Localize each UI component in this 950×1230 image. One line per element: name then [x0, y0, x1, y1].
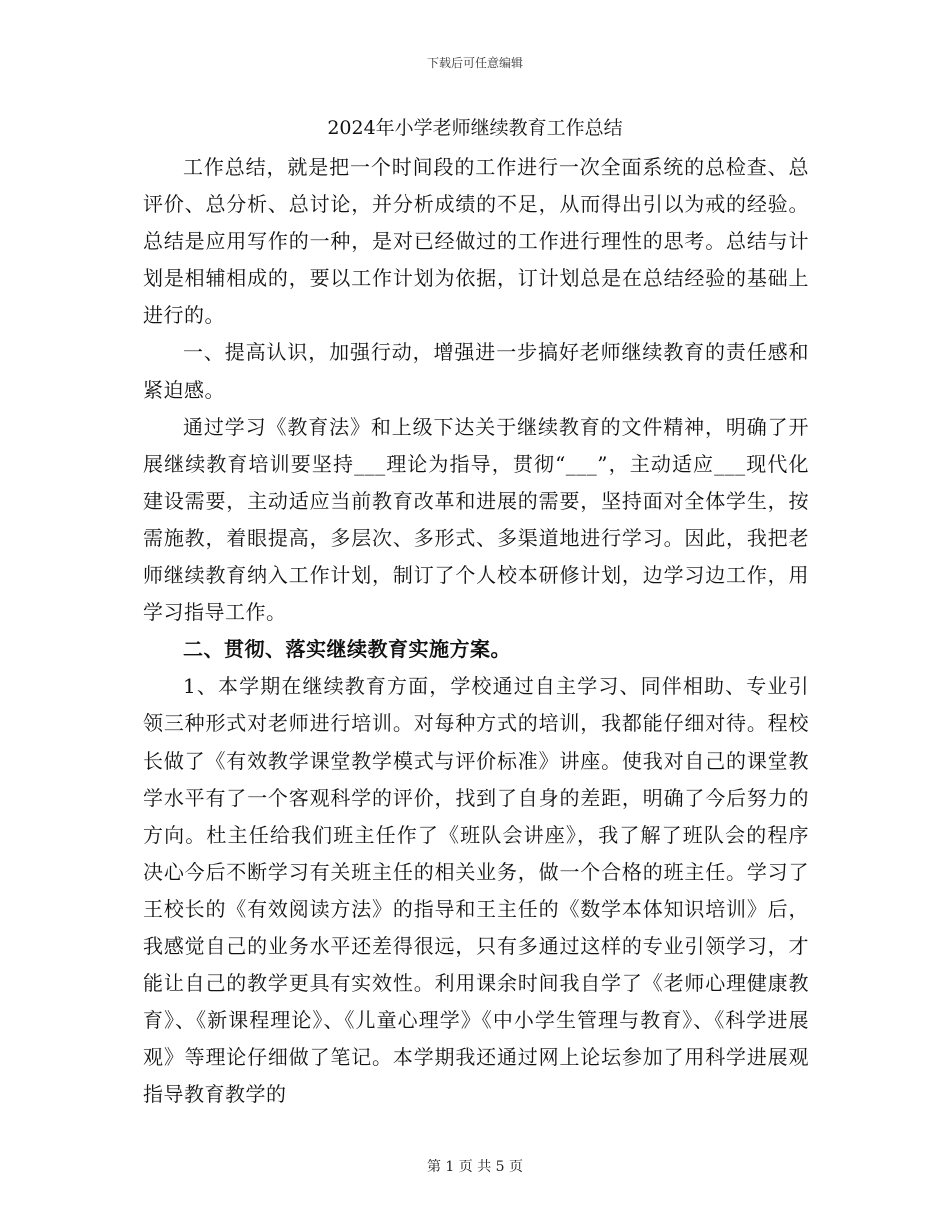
paragraph-study-policy: 通过学习《教育法》和上级下达关于继续教育的文件精神，明确了开展继续教育培训要坚持___理论为指导，贯彻“___”，主动适应___现代化建设需要，主动适应当前教育改革和进展的需要，坚持面对全体学生，按需施教，着眼提高，多层次、多形式、多渠道地进行学习。因此，我把老师继续教育纳入工作计划，制订了个人校本研修计划，边学习边工作，用学习指导工作。: [143, 414, 809, 625]
document-title: 2024年小学老师继续教育工作总结: [327, 117, 623, 139]
section-heading-2: 二、贯彻、落实继续教育实施方案。: [183, 637, 511, 662]
document-body: [143, 149, 809, 1113]
page-number: 第 1 页 共 5 页: [426, 1159, 524, 1175]
section-heading-1: 一、提高认识，加强行动，增强进一步搞好老师继续教育的责任感和紧迫感。: [143, 340, 809, 402]
paragraph-training: 1、本学期在继续教育方面，学校通过自主学习、同伴相助、专业引领三种形式对老师进行培训。对每种方式的培训，我都能仔细对待。程校长做了《有效教学课堂教学模式与评价标准》讲座。使我对自己的课堂教学水平有了一个客观科学的评价，找到了自身的差距，明确了今后努力的方向。杜主任给我们班主任作了《班队会讲座》，我了解了班队会的程序决心今后不断学习有关班主任的相关业务，做一个合格的班主任。学习了王校长的《有效阅读方法》的指导和王主任的《数学本体知识培训》后，我感觉自己的业务水平还差得很远，只有多通过这样的专业引领学习，才能让自己的教学更具有实效性。利用课余时间我自学了《老师心理健康教育》、《新课程理论》、《儿童心理学》《中小学生管理与教育》、《科学进展观》等理论仔细做了笔记。本学期我还通过网上论坛参加了用科学进展观指导教育教学的: [143, 674, 809, 1107]
paragraph-intro: 工作总结，就是把一个时间段的工作进行一次全面系统的总检查、总评价、总分析、总讨论，并分析成绩的不足，从而得出引以为戒的经验。总结是应用写作的一种，是对已经做过的工作进行理性的思考。总结与计划是相辅相成的，要以工作计划为依据，订计划总是在总结经验的基础上进行的。: [143, 155, 809, 328]
header-note: 下载后可任意编辑: [426, 56, 523, 70]
